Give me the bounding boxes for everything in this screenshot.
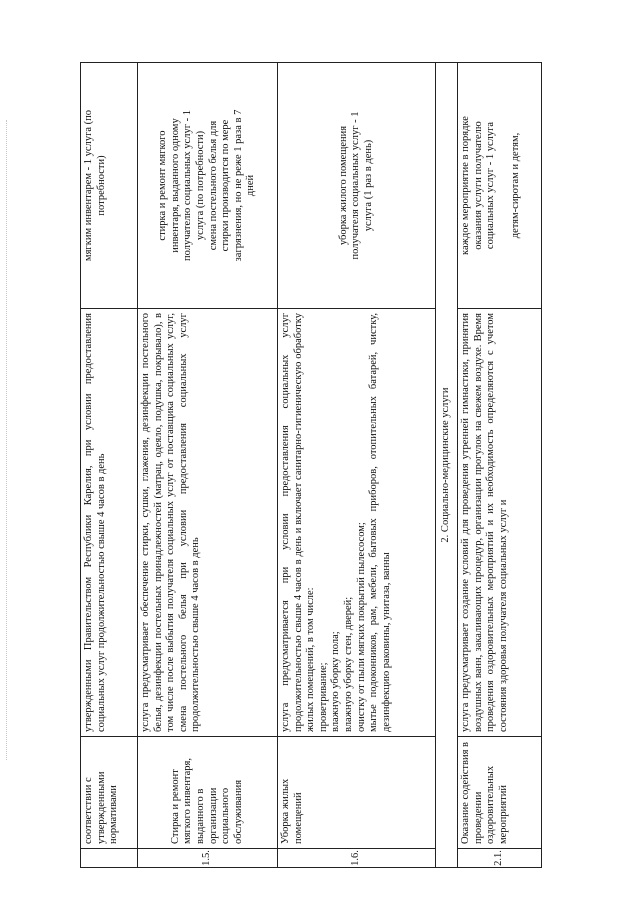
- table-row: [81, 63, 138, 868]
- section-header-row: [436, 63, 458, 868]
- service-name: Стирка и ремонт мягкого инвентаря, выданного в организации социального обслуживания: [138, 737, 278, 849]
- table-row: [458, 63, 542, 868]
- table-row: [278, 63, 436, 868]
- service-name: соответствии с утвержденными нормативами: [81, 737, 138, 849]
- service-volume: уборка жилого помещения получателя социальных услуг - 1 услуга (1 раз в день): [278, 63, 436, 309]
- row-number: 1.5.: [138, 849, 278, 868]
- service-volume: мягким инвентарем - 1 услуга (по потребности): [81, 63, 138, 309]
- row-number: [81, 849, 138, 868]
- services-table: [80, 62, 542, 868]
- table-row: [138, 63, 278, 868]
- service-description: услуга предусматривает создание условий для проведения утренней гимнастики, принятия воздушных ванн, закаливающих процедур, организации прогулок на свежем воздухе. Время проведения оздоровительных мероприятий и их необходимость определяются с учетом состояния здоровья получателя социальных услуг и: [458, 309, 542, 737]
- row-number: 2.1.: [458, 849, 542, 868]
- service-description: услуга предусматривает обеспечение стирки, сушки, глажения, дезинфекции постельного белья, дезинфекции постельных принадлежностей (матрац, одеяло, подушка, покрывало), в том числе после выбытия получателя социальных услуг от поставщика социальных услуг, смена постельного белья при условии предоставления социальных услуг продолжительностью свыше 4 часов в день: [138, 309, 278, 737]
- service-volume: каждое мероприятие в порядке оказания услуги получателю социальных услуг - 1 услуга детям-сиротам и детям,: [458, 63, 542, 309]
- service-name: Уборка жилых помещений: [278, 737, 436, 849]
- row-number: 1.6.: [278, 849, 436, 868]
- service-description: услуга предусматривается при условии предоставления социальных услуг продолжительностью свыше 4 часов в день и включает санитарно-гигиеническую обработку жилых помещений, в том числе: проветривание; влажную уборку пола; влажную уборку стен, дверей; очистку от пыли мягких покрытий пылесосом; мытье подоконников, рам, мебели, бытовых приборов, отопительных батарей, чистку, дезинфекцию раковины, унитаза, ванны: [278, 309, 436, 737]
- rotated-page-content: [80, 63, 548, 868]
- service-name: Оказание содействия в проведении оздоровительных мероприятий: [458, 737, 542, 849]
- service-description: утвержденными Правительством Республики Карелия, при условии предоставления социальных услуг продолжительностью свыше 4 часов в день: [81, 309, 138, 737]
- section-title: 2. Социально-медицинские услуги: [436, 63, 458, 868]
- service-volume: стирка и ремонт мягкого инвентаря, выданного одному получателю социальных услуг - 1 услуга (по потребности) смена постельного белья для стирки производится по мере загрязнения, но не реже 1 раза в 7 дней: [138, 63, 278, 309]
- page-edge-dotted-line: [6, 120, 7, 760]
